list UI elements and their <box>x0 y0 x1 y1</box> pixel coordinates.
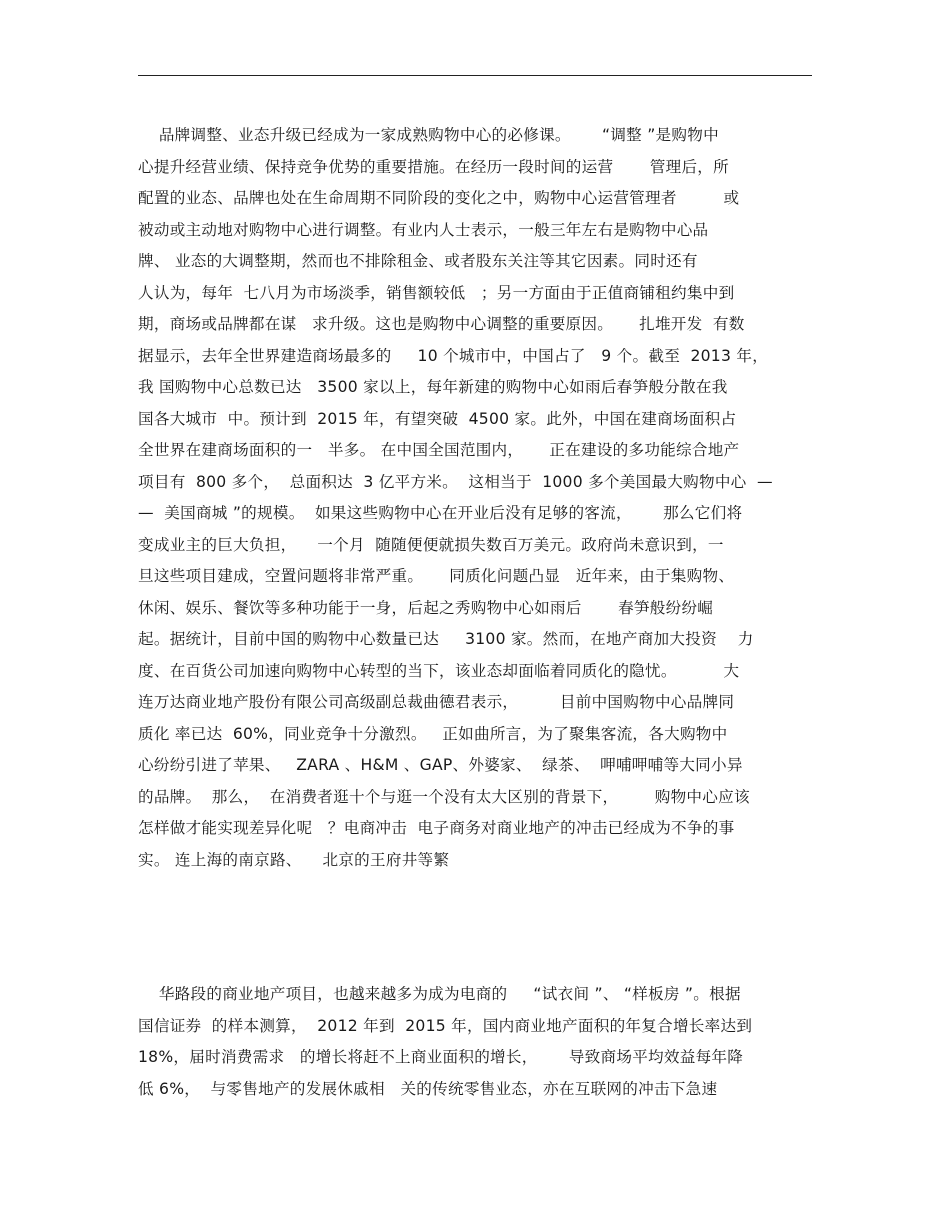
text-line: 据显示，去年全世界建造商场最多的 10 个城市中，中国占了 9 个。截至 2013 年， <box>138 346 769 365</box>
text-line: 国信证券 的样本测算， 2012 年到 2015 年，国内商业地产面积的年复合增长率达到 <box>138 1016 753 1035</box>
text-line: 牌、 业态的大调整期，然而也不排除租金、或者股东关注等其它因素。同时还有 <box>138 252 698 270</box>
text-line: 休闲、娱乐、餐饮等多种功能于一身，后起之秀购物中心如雨后 春笋般纷纷崛 <box>138 598 714 617</box>
text-line: 质化 率已达 60%，同业竞争十分激烈。 正如曲所言，为了聚集客流，各大购物中 <box>138 724 728 743</box>
text-line: 低 6%， 与零售地产的发展休戚相 关的传统零售业态，亦在互联网的冲击下急速 <box>138 1079 718 1098</box>
text-line: 项目有 800 多个， 总面积达 3 亿平方米。 这相当于 1000 多个美国最大购物中心 — <box>138 472 773 491</box>
text-line: 18%，届时消费需求 的增长将赶不上商业面积的增长， 导致商场平均效益每年降 <box>138 1048 744 1066</box>
text-line: 变成业主的巨大负担， 一个月 随随便便就损失数百万美元。政府尚未意识到，一 <box>138 535 724 554</box>
body-paragraph-2 <box>138 979 818 1105</box>
text-line: 国各大城市 中。预计到 2015 年，有望突破 4500 家。此外，中国在建商场面积占 <box>138 409 737 428</box>
text-line: 被动或主动地对购物中心进行调整。有业内人士表示，一般三年左右是购物中心品 <box>138 220 709 239</box>
text-line: 全世界在建商场面积的一 半多。 在中国全国范围内， 正在建设的多功能综合地产 <box>138 441 740 459</box>
text-line: 度、在百货公司加速向购物中心转型的当下，该业态却面临着同质化的隐忧。 大 <box>138 661 740 680</box>
text-line: 怎样做才能实现差异化呢 ？电商冲击 电子商务对商业地产的冲击已经成为不争的事 <box>138 819 735 837</box>
body-paragraph-1 <box>138 120 818 876</box>
text-line: 人认为，每年 七八月为市场淡季，销售额较低 ；另一方面由于正值商铺租约集中到 <box>138 283 735 302</box>
text-line: 心纷纷引进了苹果、 ZARA 、H&M 、GAP、外婆家、 绿茶、 呷哺呷哺等大同小异 <box>138 756 743 774</box>
text-line: 品牌调整、业态升级已经成为一家成熟购物中心的必修课。 “调整 ”是购物中 <box>138 126 719 144</box>
text-line: 实。 连上海的南京路、 北京的王府井等繁 <box>138 850 450 869</box>
text-line: 配置的业态、品牌也处在生命周期不同阶段的变化之中，购物中心运营管理者 或 <box>138 189 740 207</box>
text-line: 起。据统计，目前中国的购物中心数量已达 3100 家。然而，在地产商加大投资 力 <box>138 630 754 648</box>
text-line: — 美国商城 ”的规模。 如果这些购物中心在开业后没有足够的客流， 那么它们将 <box>138 504 743 522</box>
text-line: 心提升经营业绩、保持竞争优势的重要措施。在经历一段时间的运营 管理后，所 <box>138 157 729 176</box>
text-line: 连万达商业地产股份有限公司高级副总裁曲德君表示， 目前中国购物中心品牌同 <box>138 693 735 711</box>
text-line: 我 国购物中心总数已达 3500 家以上，每年新建的购物中心如雨后春笋般分散在我 <box>138 378 728 396</box>
text-line: 期，商场或品牌都在谋 求升级。这也是购物中心调整的重要原因。 扎堆开发 有数 <box>138 315 745 333</box>
text-line: 的品牌。 那么， 在消费者逛十个与逛一个没有太大区别的背景下， 购物中心应该 <box>138 787 750 806</box>
text-line: 旦这些项目建成，空置问题将非常严重。 同质化问题凸显 近年来，由于集购物、 <box>138 567 735 585</box>
header-rule <box>138 75 812 76</box>
text-line: 华路段的商业地产项目，也越来越多为成为电商的 “试衣间 ”、 “样板房 ”。根据 <box>138 985 741 1003</box>
